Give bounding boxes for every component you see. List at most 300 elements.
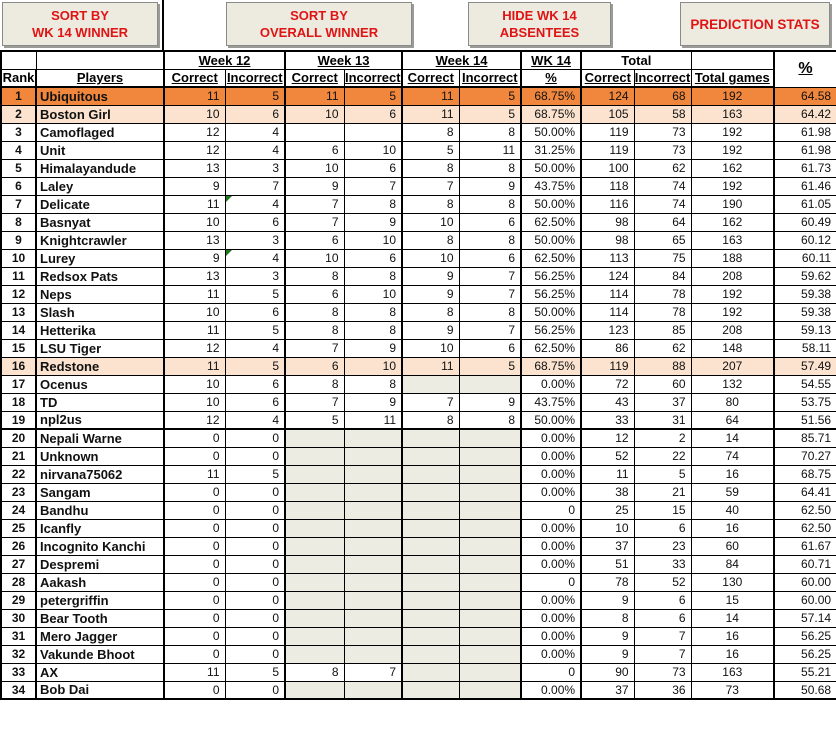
cell-player-name: Delicate	[36, 195, 164, 213]
cell-total-games: 208	[691, 267, 774, 285]
cell-total-games: 16	[691, 645, 774, 663]
cell-w14-incorrect: 8	[459, 303, 521, 321]
cell-rank: 24	[1, 501, 36, 519]
cell-w12-incorrect: 0	[225, 591, 285, 609]
cell-total-incorrect: 62	[634, 159, 691, 177]
cell-w13-correct: 8	[285, 303, 344, 321]
cell-w13-correct: 5	[285, 411, 344, 429]
cell-total-games: 207	[691, 357, 774, 375]
table-row	[1, 231, 836, 249]
cell-total-correct: 86	[581, 339, 634, 357]
cell-wk14-pct: 0.00%	[521, 375, 581, 393]
header-w14-incorrect: Incorrect	[459, 69, 521, 87]
cell-w14-correct	[402, 663, 459, 681]
cell-w12-incorrect: 4	[225, 249, 285, 267]
cell-wk14-pct: 0	[521, 573, 581, 591]
cell-total-incorrect: 65	[634, 231, 691, 249]
cell-w13-correct	[285, 609, 344, 627]
cell-w14-correct	[402, 555, 459, 573]
cell-overall-pct: 56.25	[774, 627, 836, 645]
stats-table	[0, 50, 836, 700]
cell-total-incorrect: 60	[634, 375, 691, 393]
header-w14-correct: Correct	[402, 69, 459, 87]
cell-w13-correct	[285, 429, 344, 447]
cell-w13-incorrect: 8	[344, 375, 402, 393]
cell-total-incorrect: 15	[634, 501, 691, 519]
cell-w12-incorrect: 5	[225, 321, 285, 339]
cell-total-correct: 124	[581, 87, 634, 105]
cell-wk14-pct: 0.00%	[521, 555, 581, 573]
cell-w13-correct: 8	[285, 321, 344, 339]
cell-total-incorrect: 73	[634, 141, 691, 159]
cell-w13-incorrect: 10	[344, 141, 402, 159]
cell-w12-correct: 0	[164, 429, 225, 447]
cell-wk14-pct: 50.00%	[521, 123, 581, 141]
cell-w12-incorrect: 6	[225, 303, 285, 321]
cell-wk14-pct: 0.00%	[521, 627, 581, 645]
cell-w13-incorrect: 8	[344, 303, 402, 321]
table-row	[1, 465, 836, 483]
cell-player-name: Unknown	[36, 447, 164, 465]
cell-total-correct: 113	[581, 249, 634, 267]
cell-w13-correct: 6	[285, 357, 344, 375]
table-row	[1, 483, 836, 501]
cell-w12-incorrect: 0	[225, 519, 285, 537]
cell-wk14-pct: 50.00%	[521, 159, 581, 177]
cell-rank: 10	[1, 249, 36, 267]
cell-w13-correct: 9	[285, 177, 344, 195]
cell-total-correct: 114	[581, 285, 634, 303]
cell-w13-correct	[285, 573, 344, 591]
cell-wk14-pct: 68.75%	[521, 105, 581, 123]
cell-w14-incorrect: 8	[459, 411, 521, 429]
cell-total-correct: 25	[581, 501, 634, 519]
cell-w12-incorrect: 5	[225, 465, 285, 483]
cell-player-name: Icanfly	[36, 519, 164, 537]
cell-player-name: TD	[36, 393, 164, 411]
cell-rank: 23	[1, 483, 36, 501]
cell-total-games: 16	[691, 627, 774, 645]
cell-player-name: Unit	[36, 141, 164, 159]
header-players: Players	[36, 69, 164, 87]
table-row	[1, 285, 836, 303]
table-row	[1, 627, 836, 645]
cell-player-name: Bandhu	[36, 501, 164, 519]
cell-w14-incorrect	[459, 465, 521, 483]
cell-overall-pct: 53.75	[774, 393, 836, 411]
table-row	[1, 645, 836, 663]
cell-w12-incorrect: 0	[225, 429, 285, 447]
cell-total-games: 14	[691, 609, 774, 627]
cell-w14-correct: 11	[402, 105, 459, 123]
header-total-correct: Correct	[581, 69, 634, 87]
cell-overall-pct: 60.00	[774, 591, 836, 609]
header-total-incorrect: Incorrect	[634, 70, 691, 86]
cell-w13-incorrect	[344, 573, 402, 591]
cell-w14-incorrect: 8	[459, 159, 521, 177]
cell-wk14-pct: 0.00%	[521, 519, 581, 537]
table-row	[1, 429, 836, 447]
table-row	[1, 591, 836, 609]
cell-w12-incorrect: 4	[225, 123, 285, 141]
cell-w13-correct: 8	[285, 663, 344, 681]
cell-overall-pct: 60.12	[774, 231, 836, 249]
cell-w14-incorrect	[459, 555, 521, 573]
cell-rank: 25	[1, 519, 36, 537]
cell-w14-incorrect	[459, 447, 521, 465]
header-total-games: Total games	[691, 69, 774, 87]
cell-wk14-pct: 31.25%	[521, 141, 581, 159]
cell-total-correct: 98	[581, 213, 634, 231]
cell-overall-pct: 61.73	[774, 159, 836, 177]
cell-w12-correct: 0	[164, 501, 225, 519]
cell-player-name: petergriffin	[36, 591, 164, 609]
cell-overall-pct: 61.98	[774, 141, 836, 159]
cell-total-correct: 78	[581, 573, 634, 591]
cell-overall-pct: 61.46	[774, 177, 836, 195]
sort-by-overall-winner-button[interactable]	[226, 2, 412, 46]
cell-w12-correct: 13	[164, 159, 225, 177]
cell-w14-correct: 7	[402, 393, 459, 411]
cell-w14-correct: 10	[402, 249, 459, 267]
cell-total-games: 163	[691, 231, 774, 249]
cell-rank: 28	[1, 573, 36, 591]
cell-w14-incorrect: 6	[459, 339, 521, 357]
cell-w14-correct	[402, 465, 459, 483]
cell-w14-correct: 11	[402, 87, 459, 105]
table-row	[1, 501, 836, 519]
table-row	[1, 177, 836, 195]
button-label-line: SORT BY	[290, 8, 348, 23]
cell-total-incorrect: 73	[634, 123, 691, 141]
cell-rank: 19	[1, 411, 36, 429]
cell-total-correct: 11	[581, 465, 634, 483]
cell-w13-incorrect	[344, 681, 402, 699]
cell-total-games: 163	[691, 663, 774, 681]
cell-w13-incorrect	[344, 591, 402, 609]
cell-w14-correct: 5	[402, 141, 459, 159]
cell-w14-correct: 11	[402, 357, 459, 375]
cell-w13-correct	[285, 483, 344, 501]
cell-w13-incorrect	[344, 609, 402, 627]
cell-wk14-pct: 56.25%	[521, 321, 581, 339]
cell-w12-incorrect: 0	[225, 537, 285, 555]
cell-w12-correct: 0	[164, 447, 225, 465]
cell-w12-correct: 0	[164, 609, 225, 627]
table-body	[1, 87, 836, 699]
cell-total-incorrect: 62	[634, 339, 691, 357]
cell-overall-pct: 61.67	[774, 537, 836, 555]
header-w12-incorrect: Incorrect	[225, 69, 285, 87]
cell-overall-pct: 59.13	[774, 321, 836, 339]
cell-overall-pct: 51.56	[774, 411, 836, 429]
cell-w12-correct: 11	[164, 357, 225, 375]
cell-overall-pct: 61.98	[774, 123, 836, 141]
cell-w12-correct: 11	[164, 321, 225, 339]
cell-total-incorrect: 33	[634, 555, 691, 573]
cell-w12-incorrect: 4	[225, 411, 285, 429]
table-row	[1, 681, 836, 699]
header-w13-correct: Correct	[285, 69, 344, 87]
cell-wk14-pct: 0.00%	[521, 483, 581, 501]
cell-w14-correct	[402, 447, 459, 465]
cell-w13-correct	[285, 627, 344, 645]
cell-total-correct: 100	[581, 159, 634, 177]
cell-w13-incorrect	[344, 627, 402, 645]
cell-wk14-pct: 43.75%	[521, 177, 581, 195]
cell-rank: 15	[1, 339, 36, 357]
cell-w14-incorrect	[459, 591, 521, 609]
cell-wk14-pct: 0.00%	[521, 681, 581, 699]
cell-w13-correct: 6	[285, 141, 344, 159]
cell-w13-incorrect: 5	[344, 87, 402, 105]
cell-total-incorrect: 74	[634, 195, 691, 213]
table-row	[1, 393, 836, 411]
cell-w13-incorrect	[344, 537, 402, 555]
cell-wk14-pct: 0.00%	[521, 447, 581, 465]
cell-rank: 22	[1, 465, 36, 483]
cell-total-correct: 9	[581, 591, 634, 609]
cell-total-games: 208	[691, 321, 774, 339]
cell-rank: 1	[1, 87, 36, 105]
cell-total-correct: 119	[581, 141, 634, 159]
cell-w14-incorrect: 7	[459, 285, 521, 303]
cell-rank: 12	[1, 285, 36, 303]
cell-w14-correct: 8	[402, 411, 459, 429]
cell-w14-correct: 8	[402, 159, 459, 177]
cell-wk14-pct: 0	[521, 501, 581, 519]
cell-total-incorrect: 6	[634, 609, 691, 627]
cell-player-name: AX	[36, 663, 164, 681]
cell-w14-incorrect: 5	[459, 357, 521, 375]
cell-w12-correct: 12	[164, 411, 225, 429]
cell-player-name: Nepali Warne	[36, 429, 164, 447]
cell-w14-correct	[402, 627, 459, 645]
cell-w13-incorrect: 7	[344, 177, 402, 195]
cell-rank: 6	[1, 177, 36, 195]
cell-w14-correct	[402, 645, 459, 663]
cell-w12-correct: 10	[164, 375, 225, 393]
cell-w12-correct: 11	[164, 285, 225, 303]
cell-total-games: 190	[691, 195, 774, 213]
cell-w12-incorrect: 6	[225, 213, 285, 231]
cell-wk14-pct: 0.00%	[521, 429, 581, 447]
cell-w14-incorrect: 7	[459, 321, 521, 339]
cell-w12-incorrect: 0	[225, 483, 285, 501]
cell-wk14-pct: 0.00%	[521, 609, 581, 627]
cell-w14-incorrect	[459, 609, 521, 627]
cell-total-games: 74	[691, 447, 774, 465]
cell-total-incorrect: 73	[634, 663, 691, 681]
cell-w12-correct: 0	[164, 645, 225, 663]
table-row	[1, 213, 836, 231]
cell-overall-pct: 57.14	[774, 609, 836, 627]
hide-wk14-absentees-button[interactable]	[468, 2, 611, 46]
cell-total-games: 163	[691, 105, 774, 123]
cell-total-incorrect: 58	[634, 105, 691, 123]
cell-wk14-pct: 50.00%	[521, 231, 581, 249]
cell-w14-incorrect: 8	[459, 195, 521, 213]
header-rank: Rank	[2, 70, 35, 86]
cell-rank: 33	[1, 663, 36, 681]
cell-total-games: 192	[691, 303, 774, 321]
cell-w13-correct: 7	[285, 339, 344, 357]
cell-wk14-pct: 62.50%	[521, 249, 581, 267]
cell-player-name: Basnyat	[36, 213, 164, 231]
cell-total-incorrect: 6	[634, 591, 691, 609]
cell-player-name: Aakash	[36, 573, 164, 591]
cell-w13-incorrect: 8	[344, 195, 402, 213]
cell-w12-incorrect: 4	[225, 195, 285, 213]
cell-w14-correct	[402, 429, 459, 447]
cell-total-games: 192	[691, 123, 774, 141]
cell-total-incorrect: 85	[634, 321, 691, 339]
header-blank	[36, 51, 164, 69]
cell-overall-pct: 59.38	[774, 285, 836, 303]
cell-wk14-pct: 50.00%	[521, 411, 581, 429]
cell-w12-incorrect: 3	[225, 231, 285, 249]
cell-w14-incorrect	[459, 627, 521, 645]
cell-total-games: 132	[691, 375, 774, 393]
cell-w12-correct: 12	[164, 141, 225, 159]
cell-w14-correct	[402, 537, 459, 555]
cell-w13-incorrect	[344, 429, 402, 447]
cell-overall-pct: 62.50	[774, 501, 836, 519]
header-blank	[691, 51, 774, 69]
cell-total-correct: 51	[581, 555, 634, 573]
title-label: PREDICTION STATS	[690, 16, 820, 32]
cell-total-games: 188	[691, 249, 774, 267]
cell-total-incorrect: 7	[634, 627, 691, 645]
cell-rank: 30	[1, 609, 36, 627]
cell-rank: 34	[1, 681, 36, 699]
cell-w13-correct	[285, 645, 344, 663]
cell-player-name: Ocenus	[36, 375, 164, 393]
cell-rank: 16	[1, 357, 36, 375]
cell-w14-incorrect: 5	[459, 87, 521, 105]
cell-total-correct: 52	[581, 447, 634, 465]
cell-w13-incorrect: 9	[344, 339, 402, 357]
header-w13-incorrect: Incorrect	[344, 70, 401, 86]
cell-w14-incorrect: 6	[459, 213, 521, 231]
cell-total-games: 59	[691, 483, 774, 501]
cell-w13-correct	[285, 123, 344, 141]
cell-w14-incorrect	[459, 519, 521, 537]
cell-w12-incorrect: 4	[225, 339, 285, 357]
cell-w13-correct: 11	[285, 87, 344, 105]
cell-w12-incorrect: 0	[225, 627, 285, 645]
cell-w12-correct: 12	[164, 123, 225, 141]
cell-total-incorrect: 36	[634, 681, 691, 699]
table-row	[1, 267, 836, 285]
cell-w12-incorrect: 0	[225, 573, 285, 591]
header-week13: Week 13	[285, 51, 402, 69]
cell-overall-pct: 64.42	[774, 105, 836, 123]
cell-w14-correct	[402, 519, 459, 537]
cell-w13-correct: 7	[285, 213, 344, 231]
cell-total-games: 192	[691, 285, 774, 303]
button-label-line: ABSENTEES	[499, 25, 580, 40]
cell-w13-incorrect: 9	[344, 213, 402, 231]
cell-total-games: 192	[691, 87, 774, 105]
cell-total-correct: 9	[581, 627, 634, 645]
cell-w13-incorrect	[344, 501, 402, 519]
cell-rank: 9	[1, 231, 36, 249]
cell-wk14-pct: 0	[521, 663, 581, 681]
cell-player-name: Laley	[36, 177, 164, 195]
cell-w12-incorrect: 6	[225, 105, 285, 123]
cell-overall-pct: 61.05	[774, 195, 836, 213]
cell-rank: 21	[1, 447, 36, 465]
cell-rank: 32	[1, 645, 36, 663]
cell-player-name: Redstone	[36, 357, 164, 375]
header-total: Total	[581, 51, 691, 69]
table-row	[1, 87, 836, 105]
sort-by-wk14-winner-button[interactable]	[2, 2, 158, 46]
cell-w14-correct: 9	[402, 267, 459, 285]
cell-wk14-pct: 62.50%	[521, 339, 581, 357]
cell-w12-incorrect: 5	[225, 285, 285, 303]
cell-w13-correct	[285, 447, 344, 465]
cell-w14-correct: 7	[402, 177, 459, 195]
cell-player-name: nirvana75062	[36, 465, 164, 483]
cell-w13-correct	[285, 501, 344, 519]
cell-w12-correct: 11	[164, 465, 225, 483]
cell-total-games: 64	[691, 411, 774, 429]
button-band	[0, 0, 836, 50]
cell-total-games: 80	[691, 393, 774, 411]
cell-total-correct: 38	[581, 483, 634, 501]
table-row	[1, 609, 836, 627]
cell-w13-incorrect: 10	[344, 285, 402, 303]
cell-wk14-pct: 0.00%	[521, 465, 581, 483]
cell-total-games: 148	[691, 339, 774, 357]
cell-player-name: Redsox Pats	[36, 267, 164, 285]
cell-rank: 3	[1, 123, 36, 141]
cell-player-name: Hetterika	[36, 321, 164, 339]
cell-total-correct: 12	[581, 429, 634, 447]
cell-w14-incorrect	[459, 681, 521, 699]
cell-w14-incorrect: 9	[459, 177, 521, 195]
table-row	[1, 159, 836, 177]
header-blank	[1, 51, 36, 69]
cell-total-games: 60	[691, 537, 774, 555]
cell-total-incorrect: 74	[634, 177, 691, 195]
cell-w12-incorrect: 7	[225, 177, 285, 195]
cell-w14-incorrect	[459, 501, 521, 519]
cell-rank: 5	[1, 159, 36, 177]
cell-overall-pct: 57.49	[774, 357, 836, 375]
cell-total-games: 40	[691, 501, 774, 519]
cell-w14-correct: 9	[402, 285, 459, 303]
header-w12-correct: Correct	[164, 69, 225, 87]
cell-total-correct: 72	[581, 375, 634, 393]
cell-w12-correct: 11	[164, 87, 225, 105]
cell-total-correct: 124	[581, 267, 634, 285]
cell-overall-pct: 58.11	[774, 339, 836, 357]
cell-total-games: 162	[691, 213, 774, 231]
cell-w12-correct: 10	[164, 213, 225, 231]
cell-rank: 2	[1, 105, 36, 123]
cell-player-name: npl2us	[36, 411, 164, 429]
cell-w12-correct: 10	[164, 303, 225, 321]
cell-w12-incorrect: 0	[225, 447, 285, 465]
cell-total-incorrect: 88	[634, 357, 691, 375]
cell-w14-incorrect	[459, 573, 521, 591]
cell-w13-incorrect: 6	[344, 159, 402, 177]
cell-w13-correct	[285, 519, 344, 537]
cell-total-correct: 105	[581, 105, 634, 123]
